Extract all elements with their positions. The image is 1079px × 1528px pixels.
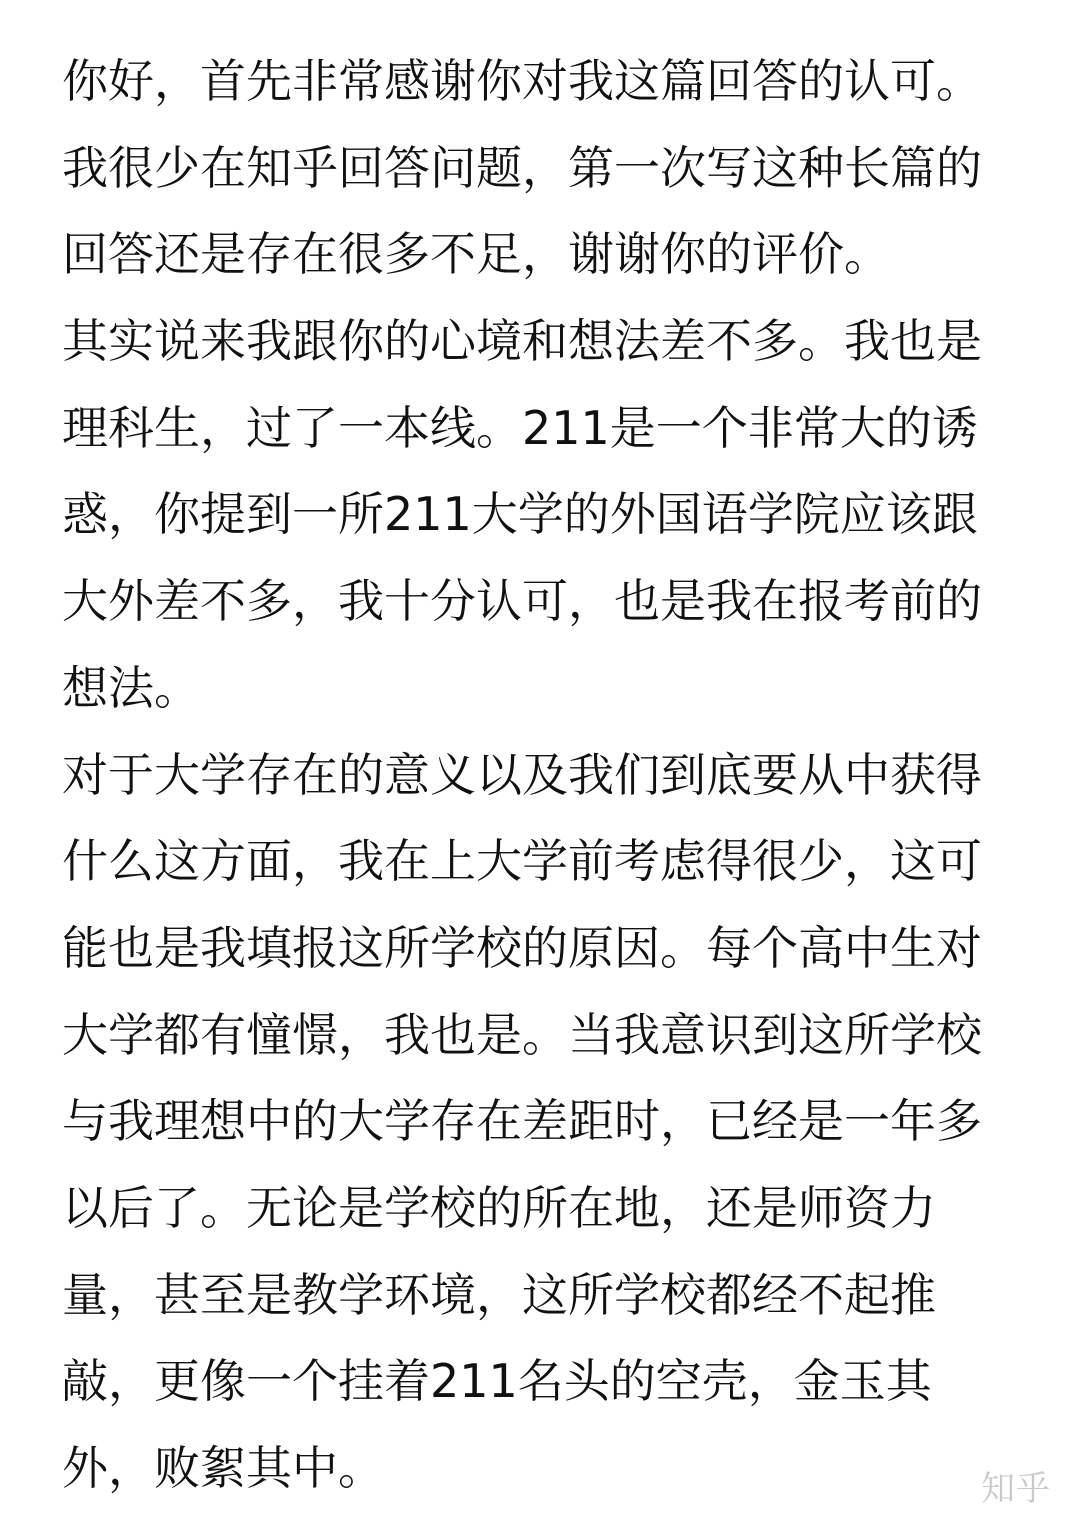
text-line: 我很少在知乎回答问题，第一次写这种长篇的 bbox=[62, 140, 982, 195]
text-line: 外，败絮其中。 bbox=[62, 1441, 384, 1495]
text-line: 对于大学存在的意义以及我们到底要从中获得 bbox=[62, 747, 982, 802]
text-line: 能也是我填报这所学校的原因。每个高中生对 bbox=[62, 920, 982, 975]
text-line: 大外差不多，我十分认可，也是我在报考前的 bbox=[62, 574, 982, 629]
text-line: 量，甚至是教学环境，这所学校都经不起推 bbox=[62, 1267, 936, 1322]
text-line: 你好，首先非常感谢你对我这篇回答的认可。 bbox=[62, 54, 982, 108]
answer-text bbox=[62, 38, 1030, 1512]
text-line: 回答还是存在很多不足，谢谢你的评价。 bbox=[62, 227, 890, 282]
text-line: 与我理想中的大学存在差距时，已经是一年多 bbox=[62, 1094, 982, 1149]
text-line: 理科生，过了一本线。211是一个非常大的诱 bbox=[62, 400, 978, 455]
text-line: 大学都有憧憬，我也是。当我意识到这所学校 bbox=[62, 1007, 982, 1062]
text-line: 什么这方面，我在上大学前考虑得很少，这可 bbox=[62, 834, 982, 889]
text-line: 其实说来我跟你的心境和想法差不多。我也是 bbox=[62, 314, 982, 369]
text-line: 敲，更像一个挂着211名头的空壳，金玉其 bbox=[62, 1354, 932, 1409]
text-line: 想法。 bbox=[62, 660, 200, 715]
text-line: 以后了。无论是学校的所在地，还是师资力 bbox=[62, 1180, 936, 1235]
zhihu-watermark: 知乎 bbox=[981, 1469, 1051, 1509]
text-line: 惑，你提到一所211大学的外国语学院应该跟 bbox=[62, 487, 978, 542]
